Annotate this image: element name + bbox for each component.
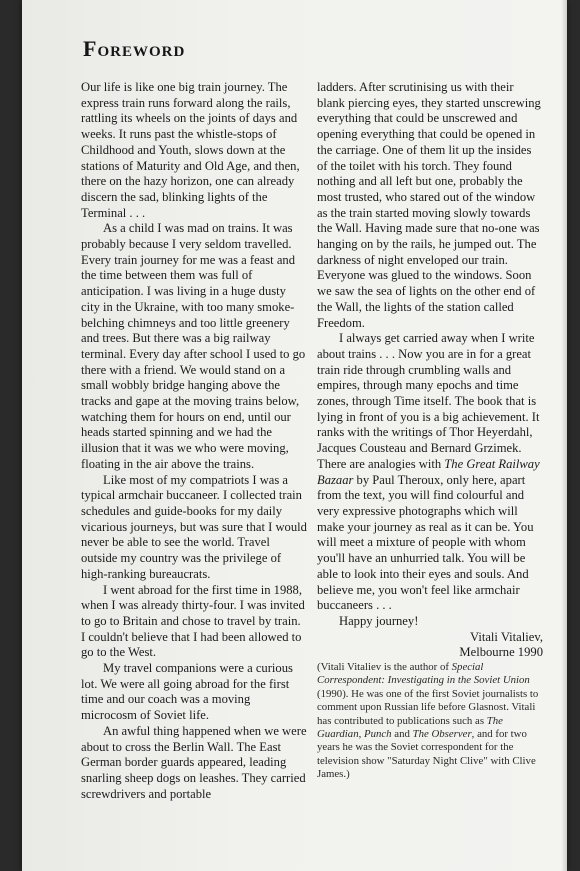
signature-place: Melbourne 1990 [459, 645, 543, 660]
publication-title: The Observer [412, 728, 472, 741]
page-title: Foreword [83, 36, 186, 61]
paragraph: ladders. After scrutinising us with their blank piercing eyes, they started unscrewing everything that could be unscrewed and opening everything that could be opened in the carriage. One of them lit up the insides of the toilet with his torch. They found nothing and all left but one, probably the most trusted, who stared out of the window as the train started moving slowly towards the Wall. Having made sure that no-one was hanging on by the rails, he jumped out. The darkness of night enveloped our train. Everyone was glued to the windows. Soon we saw the sea of lights on the other end of the Wall, the lights of the station called Freedom. [317, 80, 541, 330]
text-run: (1990). He was one of the first Soviet journalists to comment upon Russian life before Glasnost. Vitali has contributed to publications such as [317, 687, 539, 727]
paragraph: Like most of my compatriots I was a typical armchair buccaneer. I collected train schedules and guide-books for my daily vicarious journeys, but was sure that I would never be able to see the world. Travel outside my country was the privilege of high-ranking bureaucrats. [81, 472, 307, 581]
paragraph: As a child I was mad on trains. It was probably because I very seldom travelled. Every train journey for me was a feast and the time between them was full of anticipation. I was living in a huge dusty city in the Ukraine, with too many smoke-belching chimneys and too little greenery and trees. But there was a big railway terminal. Every day after school I used to go there with a friend. We would stand on a small wobbly bridge hanging above the tracks and gape at the moving trains below, watching them for hours on end, until our heads started spinning and we had the illusion that it was we who were moving, floating in the air above the trains. [81, 221, 306, 471]
publication-title: Punch [364, 728, 392, 741]
text-run: by Paul Theroux, only here, apart from the text, you will find colourful and very expressive photographs which will make your journey as real as it can be. You will meet a mixture of people with whom you'll have an unhurried talk. You will be able to look into their eyes and souls. And believe me, you won't feel like armchair buccaneers . . . [317, 472, 534, 613]
text-run: , and for two years he was the Soviet correspondent for the television show "Saturday Night Clive" with Clive James.) [317, 728, 536, 781]
publication-title: The Guardian [317, 714, 503, 741]
text-run: , [358, 728, 364, 741]
text-run: I always get carried away when I write about trains . . . Now you are in for a great train ride through crumbling walls and empires, through many epochs and time zones, through Time itself. The book that is lying in front of you is a big achievement. It ranks with the writings of Thor Heyerdahl, Jacques Cousteau and Bernard Grzimek. There are analogies with [317, 331, 540, 471]
paragraph [317, 331, 543, 614]
paragraph: My travel companions were a curious lot. We were all going abroad for the first time and our coach was a moving microcosm of Soviet life. [81, 661, 293, 723]
paragraph: An awful thing happened when we were about to cross the Berlin Wall. The East German border guards appeared, leading snarling sheep dogs on leashes. They carried screwdrivers and portable [81, 723, 307, 801]
right-column [317, 80, 543, 782]
closing-line: Happy journey! [339, 613, 419, 628]
page-edge-shadow [561, 0, 567, 871]
book-title: The Great Railway Bazaar [317, 456, 540, 487]
author-note [317, 661, 543, 782]
text-run: (Vitali Vitaliev is the author of [317, 661, 452, 674]
paragraph: Our life is like one big train journey. The express train runs forward along the rails, rattling its wheels on the joints of days and weeks. It runs past the whistle-stops of Childhood and Youth, slows down at the stations of Maturity and Old Age, and then, there on the hazy horizon, one can already discern the sad, blinking lights of the Terminal . . . [81, 80, 300, 220]
paragraph: I went abroad for the first time in 1988, when I was already thirty-four. I was invited to go to Britain and chose to travel by train. I couldn't believe that I had been allowed to go to the West. [81, 582, 305, 660]
book-title: Special Correspondent: Investigating in the Soviet Union [317, 661, 530, 687]
book-page [22, 0, 567, 871]
signature-name: Vitali Vitaliev, [470, 629, 543, 644]
text-run: and [391, 728, 413, 741]
left-column [81, 80, 307, 802]
